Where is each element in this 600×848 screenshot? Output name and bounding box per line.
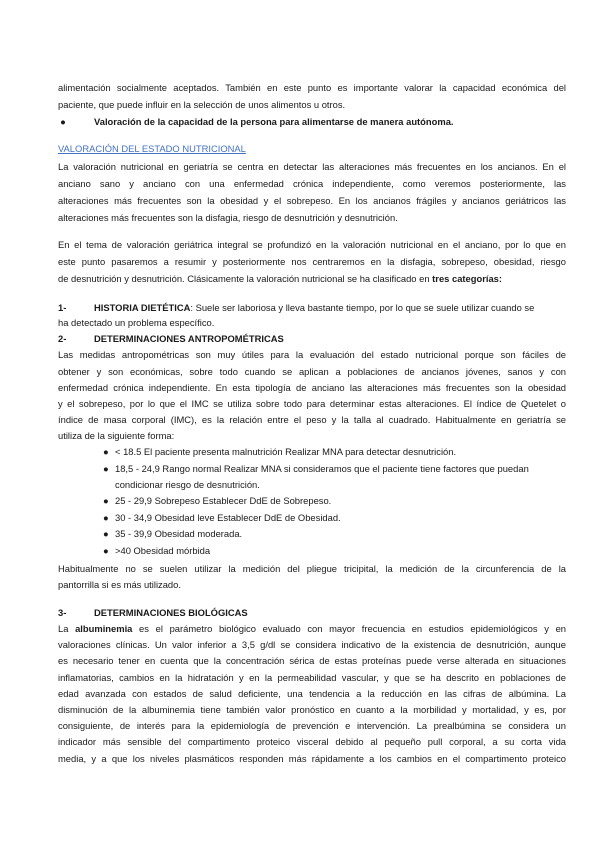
section-3-number: 3-	[58, 607, 67, 618]
para2-last-bold: tres categorías:	[432, 273, 502, 284]
imc-item: 18,5 - 24,9 Rango normal Realizar MNA si consideramos que el paciente tiene factores que puedan	[115, 463, 529, 474]
section-3-line: media, y a que los niveles plasmáticos responden más rápidamente a los cambios en el compartimento proteico	[58, 753, 566, 764]
section-3-line: valoraciones clínicas. Un valor inferior a 3,5 g/dl se considera indicativo de la existencia de desnutrición, aunque	[58, 639, 566, 650]
imc-item: 35 - 39,9 Obesidad moderada.	[115, 528, 243, 539]
bullet-icon: ●	[103, 495, 109, 506]
section-2-line: índice de masa corporal (IMC), es la relación entre el peso y la talla al cuadrado. Habitualmente en geriatría se	[58, 414, 566, 425]
bullet-icon: ●	[103, 463, 109, 474]
bullet-icon: ●	[60, 116, 66, 127]
section-3-line: edad avanzada con estados de salud deficiente, una tendencia a la reducción en las cifras de albúmina. La	[58, 688, 566, 699]
section-3-line: es necesario tener en cuenta que la concentración sérica de estas proteínas puede verse alterada en situaciones	[58, 655, 566, 666]
para1-line: alteraciones más frecuentes son la obesidad y el sobrepeso. En los ancianos frágiles y ancianos geriátricos las	[58, 195, 566, 206]
section-1-title: HISTORIA DIETÉTICA	[94, 302, 191, 313]
section-heading-link[interactable]: VALORACIÓN DEL ESTADO NUTRICIONAL	[58, 143, 246, 154]
intro-line-2: paciente, que puede influir en la selección de unos alimentos u otros.	[58, 99, 346, 110]
imc-item: 30 - 34,9 Obesidad leve Establecer DdE de Obesidad.	[115, 512, 341, 523]
bullet-icon: ●	[103, 512, 109, 523]
intro-bullet-text: Valoración de la capacidad de la persona para alimentarse de manera autónoma.	[94, 116, 454, 127]
section-2-line: y el sobrepeso, por lo que el IMC se utiliza sobre todo para determinar estas alteraciones. El índice de Quetelet o	[58, 398, 566, 409]
para1-line: anciano sano y anciano con una enfermedad crónica independiente, como veremos posteriormente, las	[58, 178, 566, 189]
para2-line: este punto pasaremos a resumir y posteriormente nos centraremos en la disfagia, sobrepeso, obesidad, riesgo	[58, 256, 566, 267]
section-2-line: obtener y son económicas, sobre todo cuando se aplican a poblaciones de ancianos jóvenes, sanos y con	[58, 366, 566, 377]
section-3-line: indicador más sensible del compartimento proteico visceral debido al pequeño pull corporal, a su corta vida	[58, 736, 566, 747]
section-1-number: 1-	[58, 302, 67, 313]
section-3-rest: es el parámetro biológico evaluado con mayor frecuencia en estudios epidemiológicos y en	[132, 623, 566, 634]
section-3-line: inflamatorias, cambios en la hidratación y en la permeabilidad vascular, y que se ha descrito en poblaciones de	[58, 672, 566, 683]
section-1-rest: : Suele ser laboriosa y lleva bastante tiempo, por lo que se suele utilizar cuando se	[190, 302, 535, 313]
imc-item: < 18.5 El paciente presenta malnutrición Realizar MNA para detectar desnutrición.	[115, 446, 457, 457]
section-3-line: disminución de la albuminemia tiene también valor pronóstico en cuanto a la morbilidad y mortalidad, y es, por	[58, 704, 566, 715]
section-2-number: 2-	[58, 333, 67, 344]
bullet-icon: ●	[103, 545, 109, 556]
section-2-after-line: pantorrilla si es más utilizado.	[58, 579, 181, 590]
imc-item: >40 Obesidad mórbida	[115, 545, 211, 556]
section-3-prefix: La	[58, 623, 76, 634]
para2-line: En el tema de valoración geriátrica integral se profundizó en la valoración nutricional en el anciano, por lo que en	[58, 239, 566, 250]
para2-line-last	[58, 273, 502, 284]
section-1-line-1	[94, 302, 534, 313]
section-2-line: Las medidas antropométricas son muy útiles para la evaluación del estado nutricional porque son fáciles de	[58, 349, 566, 360]
para1-line: La valoración nutricional en geriatría se centra en detectar las alteraciones más frecuentes en los ancianos. En el	[58, 161, 566, 172]
section-3-line: consiguiente, de interés para la epidemiología de prevención e intervención. La prealbúmina se considera un	[58, 720, 566, 731]
imc-item-continued: condicionar riesgo de desnutrición.	[115, 479, 260, 490]
imc-item: 25 - 29,9 Sobrepeso Establecer DdE de Sobrepeso.	[115, 495, 332, 506]
para2-last-prefix: de desnutrición y desnutrición. Clásicamente la valoración nutricional se ha clasificado en	[58, 273, 433, 284]
section-3-line-1	[58, 623, 566, 634]
section-2-line: enfermedad crónica independiente. En esta tipología de anciano las alteraciones más frecuentes son la obesidad	[58, 382, 566, 393]
section-1-line-2: ha detectado un problema específico.	[58, 317, 215, 328]
section-3-title: DETERMINACIONES BIOLÓGICAS	[94, 607, 248, 618]
section-2-line: utiliza de la siguiente forma:	[58, 430, 175, 441]
bullet-icon: ●	[103, 528, 109, 539]
section-2-after-line: Habitualmente no se suelen utilizar la medición del pliegue tricipital, la medición de la circunferencia de la	[58, 563, 566, 574]
bullet-icon: ●	[103, 446, 109, 457]
section-2-title: DETERMINACIONES ANTROPOMÉTRICAS	[94, 333, 284, 344]
para1-line: alteraciones más frecuentes son la disfagia, riesgo de desnutrición y desnutrición.	[58, 212, 398, 223]
intro-line-1: alimentación socialmente aceptados. También en este punto es importante valorar la capacidad económica del	[58, 82, 566, 93]
section-3-bold: albuminemia	[75, 623, 133, 634]
